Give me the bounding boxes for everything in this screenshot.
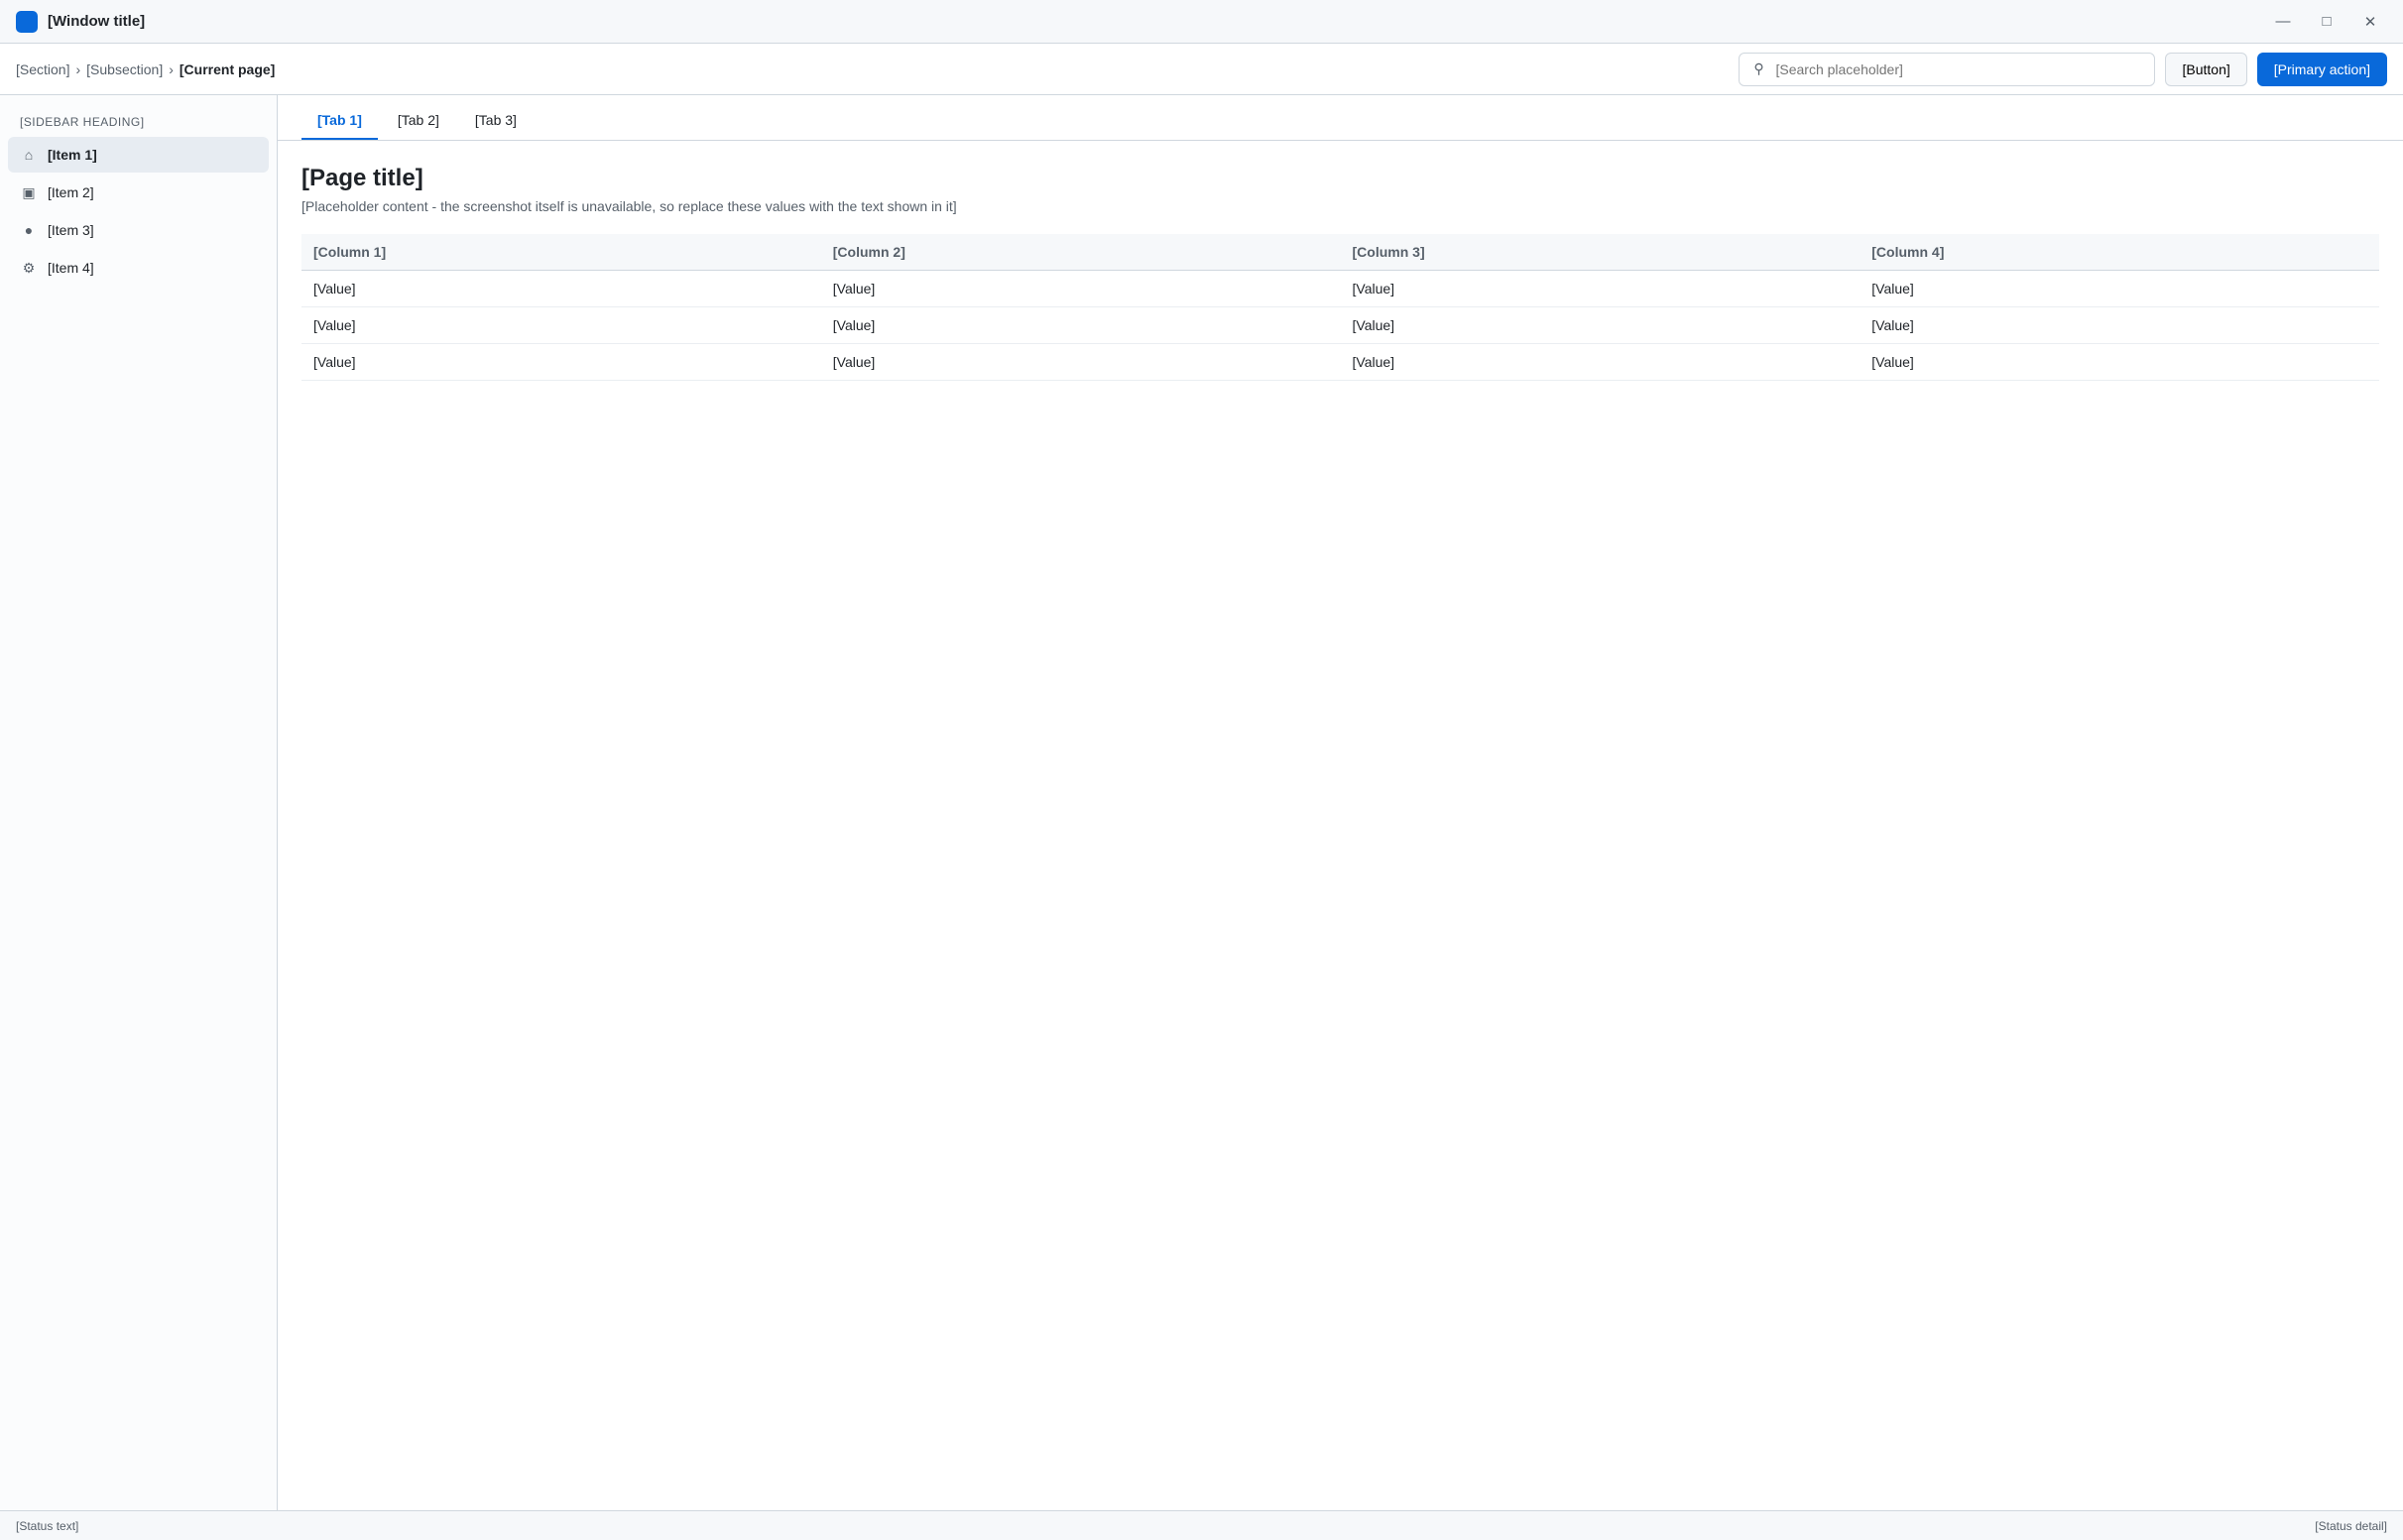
table-cell: [Value] [1341, 307, 1861, 344]
breadcrumb-item[interactable]: [Subsection] [86, 60, 164, 77]
search-input[interactable] [1775, 61, 2144, 77]
breadcrumb [16, 61, 275, 77]
breadcrumb-current: [Current page] [179, 60, 276, 77]
status-detail: [Status detail] [2315, 1518, 2387, 1533]
status-text: [Status text] [16, 1518, 79, 1533]
page-subtitle: [Placeholder content - the screenshot itself is unavailable, so replace these values with the text shown in it] [301, 198, 957, 214]
primary-button[interactable]: [Primary action] [2257, 53, 2387, 86]
sidebar-item[interactable] [8, 137, 269, 173]
home-icon: ⌂ [24, 147, 34, 163]
column-header[interactable]: [Column 4] [1860, 234, 2379, 271]
main-panel [278, 95, 2403, 1510]
table-cell: [Value] [821, 307, 1341, 344]
table-cell: [Value] [1341, 271, 1861, 307]
users-icon: ● [24, 222, 34, 238]
data-table [301, 234, 2379, 381]
gear-icon: ⚙ [22, 259, 36, 276]
table-cell: [Value] [1860, 307, 2379, 344]
table-row[interactable] [301, 271, 2379, 307]
tab[interactable]: [Tab 1] [301, 102, 378, 140]
sidebar-item[interactable] [8, 250, 269, 286]
sidebar-item-label: [Item 2] [48, 184, 94, 200]
table-row[interactable] [301, 307, 2379, 344]
table-cell: [Value] [1860, 271, 2379, 307]
table-cell: [Value] [821, 271, 1341, 307]
column-header[interactable]: [Column 3] [1341, 234, 1861, 271]
tab[interactable]: [Tab 2] [397, 112, 439, 128]
chevron-right-icon: › [75, 60, 81, 77]
folder-icon: ▣ [22, 183, 36, 200]
sidebar-item[interactable] [8, 212, 269, 248]
tab[interactable]: [Tab 3] [474, 112, 517, 128]
content-area [278, 141, 2403, 1510]
tab-bar [278, 95, 2403, 141]
toolbar [0, 44, 2403, 95]
sidebar-item-label: [Item 1] [48, 147, 97, 163]
app-logo-icon [16, 11, 38, 33]
table-header-row [301, 234, 2379, 271]
secondary-button[interactable]: [Button] [2165, 53, 2246, 86]
column-header[interactable]: [Column 2] [821, 234, 1341, 271]
table-cell: [Value] [1341, 344, 1861, 381]
search-box [1739, 53, 2155, 86]
window-title: [Window title] [48, 13, 146, 30]
table-cell: [Value] [301, 344, 821, 381]
table-cell: [Value] [821, 344, 1341, 381]
sidebar-item[interactable] [8, 175, 269, 210]
sidebar-item-label: [Item 4] [48, 260, 94, 276]
table-cell: [Value] [1860, 344, 2379, 381]
maximize-icon[interactable]: □ [2322, 13, 2332, 30]
sidebar-item-label: [Item 3] [48, 222, 94, 238]
close-icon[interactable]: ✕ [2363, 13, 2377, 31]
breadcrumb-item[interactable]: [Section] [16, 60, 70, 77]
status-bar [0, 1510, 2403, 1540]
sidebar [0, 95, 278, 1510]
table-row[interactable] [301, 344, 2379, 381]
title-bar [0, 0, 2403, 44]
sidebar-heading: [SIDEBAR HEADING] [20, 115, 145, 129]
search-icon: ⚲ [1753, 60, 1764, 76]
column-header[interactable]: [Column 1] [301, 234, 821, 271]
minimize-icon[interactable]: — [2275, 13, 2291, 30]
table-cell: [Value] [301, 271, 821, 307]
page-title: [Page title] [301, 165, 423, 191]
table-cell: [Value] [301, 307, 821, 344]
chevron-right-icon: › [169, 60, 174, 77]
